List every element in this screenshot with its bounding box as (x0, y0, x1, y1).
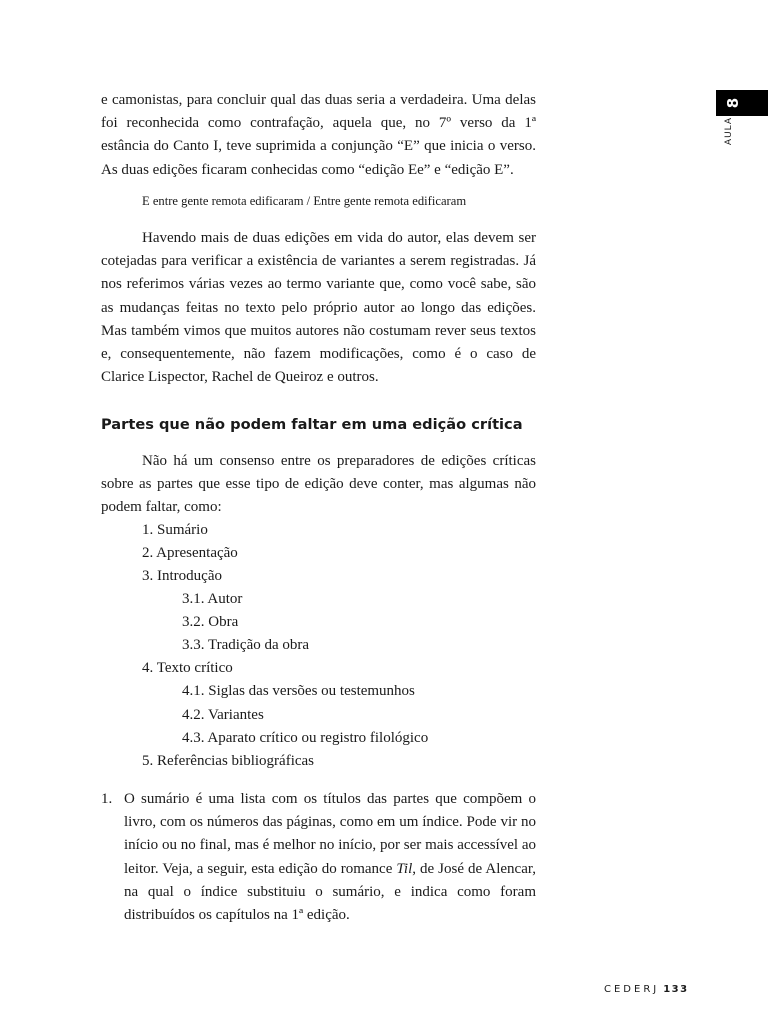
item-number: 1. (101, 791, 113, 807)
list-item: 4. Texto crítico (142, 660, 233, 676)
paragraph-1-block (101, 89, 536, 182)
publisher-name: CEDERJ (604, 984, 660, 995)
paragraph-2-block (101, 227, 536, 389)
list-item: 3.2. Obra (182, 614, 239, 630)
item-text-part: , de José de Alencar, na qual o índice substituiu o sumário, e indica como foram distribuídos os capítulos na 1ª edição. (124, 860, 536, 924)
list-item: 3.1. Autor (182, 591, 243, 607)
list-item: 5. Referências bibliográficas (142, 753, 315, 769)
list-item: 4.3. Aparato crítico ou registro filológico (182, 730, 429, 746)
paragraph-2: Havendo mais de duas edições em vida do autor, elas devem ser cotejadas para verificar a existência de variantes a serem registradas. Já nos referimos várias vezes ao termo variante que, como você sabe, são as mudanças feitas no texto pelo próprio autor ao longo das edições. Mas também vimos que muitos autores não costumam rever seus textos e, consequentemente, não fazem modificações, como é o caso de Clarice Lispector, Rachel de Queiroz e outros. (101, 230, 536, 386)
paragraph-1: e camonistas, para concluir qual das duas seria a verdadeira. Uma delas foi reconhecida como contrafação, aquela que, no 7º verso da 1ª estância do Canto I, teve suprimida a conjunção “E” que inicia o verso. As duas edições ficaram conhecidas como “edição Ee” e “edição E”. (101, 92, 536, 178)
list-item: 1. Sumário (142, 522, 208, 538)
paragraph-3-block (101, 450, 536, 520)
numbered-item-1 (101, 788, 536, 927)
item-text-part: O sumário é uma lista com os títulos das partes que compõem o livro, com os números das páginas, como em um índice. Pode vir no início ou no final, mas é melhor no início, por ser mais accessível ao leitor. Veja, a seguir, esta edição do romance (124, 791, 536, 877)
list-item: 4.1. Siglas das versões ou testemunhos (182, 683, 415, 699)
list-item: 3.3. Tradição da obra (182, 637, 310, 653)
list-item: 3. Introdução (142, 568, 222, 584)
item-text (124, 788, 536, 927)
verse-quote: E entre gente remota edificaram / Entre gente remota edificaram (142, 194, 467, 208)
page-footer (604, 984, 689, 995)
list-item: 2. Apresentação (142, 545, 238, 561)
list-item: 4.2. Variantes (182, 707, 264, 723)
page-number: 133 (663, 984, 689, 995)
book-title: Til (396, 860, 413, 877)
section-heading: Partes que não podem faltar em uma edição crítica (101, 416, 523, 433)
chapter-number: 8 (724, 97, 742, 109)
chapter-label: AULA (724, 116, 734, 146)
paragraph-3: Não há um consenso entre os preparadores de edições críticas sobre as partes que esse tipo de edição deve conter, mas algumas não podem faltar, como: (101, 453, 536, 516)
